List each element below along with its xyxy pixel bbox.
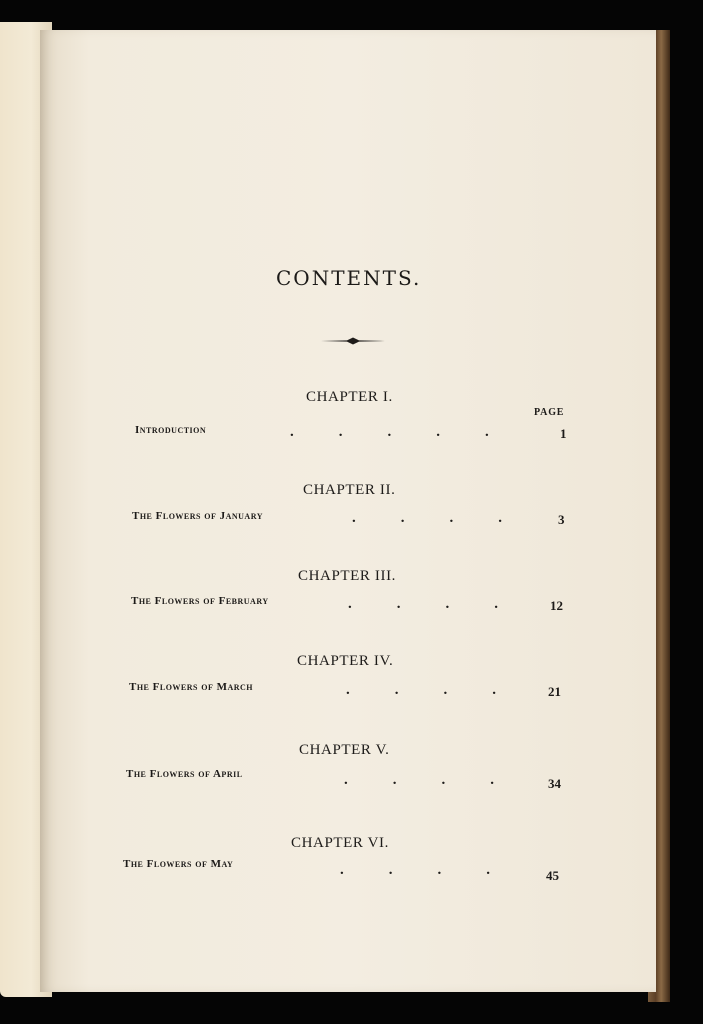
dot-leader: . . . . . <box>290 424 489 440</box>
toc-page-number[interactable]: 12 <box>550 598 563 613</box>
toc-page-number[interactable]: 3 <box>558 512 565 527</box>
contents-title: CONTENTS. <box>276 266 422 290</box>
toc-page-number[interactable]: 1 <box>560 426 567 441</box>
dot-leader: . . . . <box>352 510 502 526</box>
chapter-heading: CHAPTER V. <box>299 742 390 758</box>
toc-page-number[interactable]: 45 <box>546 868 559 883</box>
dot-leader: . . . . <box>346 682 496 698</box>
toc-entry-title[interactable]: The Flowers of February <box>131 595 269 607</box>
chapter-heading: CHAPTER III. <box>298 568 397 584</box>
dot-leader: . . . . <box>348 596 498 612</box>
dot-leader: . . . . <box>344 772 494 788</box>
toc-entry-title[interactable]: Introduction <box>135 424 207 436</box>
chapter-heading: CHAPTER VI. <box>291 835 389 851</box>
chapter-heading: CHAPTER I. <box>306 389 393 405</box>
toc-page-number[interactable]: 21 <box>548 684 561 699</box>
page-column-label: PAGE <box>534 407 565 418</box>
toc-page-number[interactable]: 34 <box>548 776 561 791</box>
chapter-heading: CHAPTER IV. <box>297 653 394 669</box>
chapter-heading: CHAPTER II. <box>303 482 396 498</box>
toc-entry-title[interactable]: The Flowers of January <box>132 510 263 522</box>
toc-entry-title[interactable]: The Flowers of April <box>126 768 243 780</box>
toc-entry-title[interactable]: The Flowers of May <box>123 858 234 870</box>
ornament-divider <box>321 334 385 348</box>
toc-entry-title[interactable]: The Flowers of March <box>129 681 254 693</box>
dot-leader: . . . . <box>340 862 490 878</box>
